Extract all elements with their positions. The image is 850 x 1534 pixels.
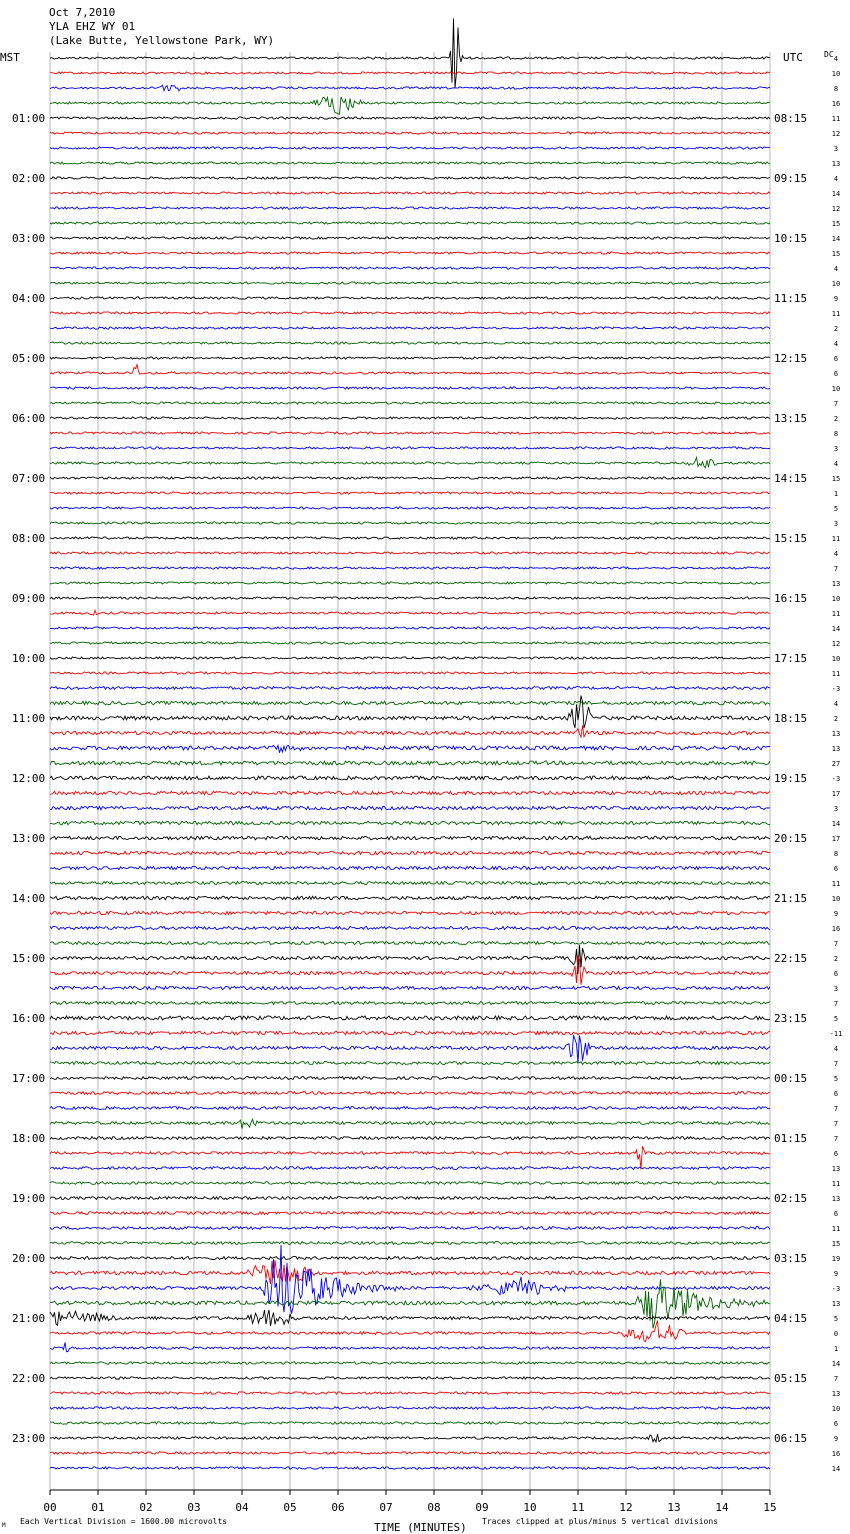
dc-offset-value: 16: [831, 100, 841, 108]
x-tick-label: 07: [379, 1501, 393, 1514]
dc-offset-value: 10: [831, 595, 841, 603]
utc-hour-label: 12:15: [774, 352, 808, 365]
utc-hour-label: 06:15: [774, 1432, 808, 1445]
mst-hour-label: 21:00: [12, 1312, 46, 1325]
dc-offset-value: 7: [833, 1105, 839, 1113]
dc-offset-value: 7: [833, 400, 839, 408]
dc-offset-value: 2: [833, 325, 839, 333]
mst-hour-label: 08:00: [12, 532, 46, 545]
dc-offset-value: 8: [833, 850, 839, 858]
dc-offset-value: 10: [831, 895, 841, 903]
utc-hour-label: 16:15: [774, 592, 808, 605]
x-tick-label: 06: [331, 1501, 345, 1514]
dc-offset-value: 27: [831, 760, 841, 768]
dc-offset-value: 17: [831, 790, 841, 798]
mst-hour-label: 20:00: [12, 1252, 46, 1265]
dc-offset-value: 14: [831, 820, 841, 828]
dc-offset-value: 3: [833, 985, 839, 993]
utc-hour-label: 04:15: [774, 1312, 808, 1325]
dc-offset-value: 13: [831, 730, 841, 738]
utc-hour-label: 18:15: [774, 712, 808, 725]
dc-offset-value: 2: [833, 955, 839, 963]
dc-offset-value: 6: [833, 1210, 839, 1218]
mst-hour-label: 05:00: [12, 352, 46, 365]
chart-location: (Lake Butte, Yellowstone Park, WY): [49, 34, 275, 47]
dc-offset-value: 11: [831, 670, 841, 678]
dc-offset-value: 15: [831, 250, 841, 258]
mst-hour-label: 09:00: [12, 592, 46, 605]
dc-offset-value: 13: [831, 745, 841, 753]
dc-offset-value: -11: [829, 1030, 843, 1038]
dc-offset-value: 4: [833, 340, 839, 348]
utc-hour-label: 19:15: [774, 772, 808, 785]
x-tick-label: 04: [235, 1501, 249, 1514]
dc-offset-value: 6: [833, 370, 839, 378]
dc-offset-value: 15: [831, 475, 841, 483]
utc-hour-label: 01:15: [774, 1132, 808, 1145]
dc-offset-value: 3: [833, 520, 839, 528]
dc-offset-value: 4: [833, 265, 839, 273]
dc-offset-value: 7: [833, 1000, 839, 1008]
dc-offset-value: 14: [831, 625, 841, 633]
mst-hour-label: 19:00: [12, 1192, 46, 1205]
utc-hour-label: 22:15: [774, 952, 808, 965]
dc-offset-value: 7: [833, 565, 839, 573]
footer-clip-note: Traces clipped at plus/minus 5 vertical divisions: [482, 1517, 719, 1526]
utc-hour-label: 20:15: [774, 832, 808, 845]
dc-offset-value: 6: [833, 355, 839, 363]
utc-hour-label: 08:15: [774, 112, 808, 125]
x-tick-label: 00: [43, 1501, 57, 1514]
mst-hour-label: 17:00: [12, 1072, 46, 1085]
mst-hour-label: 15:00: [12, 952, 46, 965]
x-tick-label: 03: [187, 1501, 201, 1514]
dc-offset-value: 17: [831, 835, 841, 843]
dc-offset-value: 15: [831, 1240, 841, 1248]
dc-offset-value: 19: [831, 1255, 841, 1263]
mst-hour-label: 03:00: [12, 232, 46, 245]
mst-hour-label: 10:00: [12, 652, 46, 665]
dc-offset-title: DC: [824, 50, 834, 59]
dc-offset-value: 0: [833, 1330, 839, 1338]
dc-offset-value: -3: [831, 1285, 841, 1293]
dc-offset-value: 4: [833, 55, 839, 63]
x-tick-label: 10: [523, 1501, 537, 1514]
dc-offset-value: 10: [831, 1405, 841, 1413]
utc-hour-label: 09:15: [774, 172, 808, 185]
dc-offset-value: 14: [831, 235, 841, 243]
dc-offset-value: 9: [833, 1270, 839, 1278]
mst-hour-label: 11:00: [12, 712, 46, 725]
dc-offset-value: 5: [833, 1315, 839, 1323]
mst-hour-label: 23:00: [12, 1432, 46, 1445]
dc-offset-value: 14: [831, 1360, 841, 1368]
dc-offset-value: 13: [831, 160, 841, 168]
utc-hour-label: 21:15: [774, 892, 808, 905]
dc-offset-value: 6: [833, 970, 839, 978]
dc-offset-value: 13: [831, 580, 841, 588]
dc-offset-value: 5: [833, 1075, 839, 1083]
dc-offset-value: 7: [833, 1135, 839, 1143]
x-tick-label: 08: [427, 1501, 441, 1514]
dc-offset-value: 7: [833, 1120, 839, 1128]
mst-hour-label: 06:00: [12, 412, 46, 425]
mst-hour-label: 04:00: [12, 292, 46, 305]
x-tick-label: 01: [91, 1501, 105, 1514]
dc-offset-value: 2: [833, 415, 839, 423]
dc-offset-value: 8: [833, 85, 839, 93]
dc-offset-value: 5: [833, 505, 839, 513]
dc-offset-value: 11: [831, 610, 841, 618]
dc-offset-value: 4: [833, 550, 839, 558]
utc-hour-label: 17:15: [774, 652, 808, 665]
mst-hour-label: 22:00: [12, 1372, 46, 1385]
dc-offset-value: 12: [831, 130, 841, 138]
x-tick-label: 11: [571, 1501, 585, 1514]
x-tick-label: 14: [715, 1501, 729, 1514]
utc-hour-label: 03:15: [774, 1252, 808, 1265]
mst-hour-label: 13:00: [12, 832, 46, 845]
dc-offset-value: 10: [831, 655, 841, 663]
dc-offset-value: 10: [831, 70, 841, 78]
dc-offset-value: 11: [831, 880, 841, 888]
dc-offset-value: 6: [833, 865, 839, 873]
dc-offset-value: 8: [833, 430, 839, 438]
x-tick-label: 09: [475, 1501, 489, 1514]
dc-offset-value: 1: [833, 1345, 839, 1353]
dc-offset-value: 9: [833, 295, 839, 303]
dc-offset-value: 9: [833, 1435, 839, 1443]
dc-offset-value: 2: [833, 715, 839, 723]
x-axis-title: TIME (MINUTES): [374, 1521, 467, 1534]
footer-scale-note: Each Vertical Division = 1600.00 microvolts: [20, 1517, 228, 1526]
right-axis-title: UTC: [783, 51, 803, 64]
dc-offset-value: 6: [833, 1420, 839, 1428]
dc-offset-value: 12: [831, 205, 841, 213]
chart-channel: YLA EHZ WY 01: [49, 20, 136, 33]
dc-offset-value: 3: [833, 805, 839, 813]
dc-offset-value: 4: [833, 1045, 839, 1053]
utc-hour-label: 02:15: [774, 1192, 808, 1205]
dc-offset-value: 3: [833, 145, 839, 153]
dc-offset-value: 10: [831, 280, 841, 288]
dc-offset-value: 7: [833, 1375, 839, 1383]
chart-date: Oct 7,2010: [49, 6, 116, 19]
dc-offset-value: 7: [833, 1060, 839, 1068]
dc-offset-value: 4: [833, 700, 839, 708]
x-tick-label: 05: [283, 1501, 297, 1514]
dc-offset-value: 6: [833, 1150, 839, 1158]
dc-offset-value: -3: [831, 775, 841, 783]
utc-hour-label: 13:15: [774, 412, 808, 425]
dc-offset-value: 14: [831, 1465, 841, 1473]
utc-hour-label: 14:15: [774, 472, 808, 485]
dc-offset-value: 11: [831, 1225, 841, 1233]
dc-offset-value: 4: [833, 460, 839, 468]
dc-offset-value: 6: [833, 1090, 839, 1098]
dc-offset-value: 11: [831, 115, 841, 123]
dc-offset-value: 3: [833, 445, 839, 453]
dc-offset-value: 15: [831, 220, 841, 228]
utc-hour-label: 00:15: [774, 1072, 808, 1085]
x-tick-label: 13: [667, 1501, 681, 1514]
utc-hour-label: 23:15: [774, 1012, 808, 1025]
dc-offset-value: -3: [831, 685, 841, 693]
mst-hour-label: 16:00: [12, 1012, 46, 1025]
dc-offset-value: 11: [831, 535, 841, 543]
mst-hour-label: 02:00: [12, 172, 46, 185]
dc-offset-value: 16: [831, 1450, 841, 1458]
dc-offset-value: 13: [831, 1165, 841, 1173]
mst-hour-label: 18:00: [12, 1132, 46, 1145]
dc-offset-value: 12: [831, 640, 841, 648]
utc-hour-label: 10:15: [774, 232, 808, 245]
dc-offset-value: 13: [831, 1195, 841, 1203]
utc-hour-label: 11:15: [774, 292, 808, 305]
mst-hour-label: 07:00: [12, 472, 46, 485]
utc-hour-label: 05:15: [774, 1372, 808, 1385]
mst-hour-label: 01:00: [12, 112, 46, 125]
footer-mark: M: [2, 1522, 6, 1529]
left-axis-title: MST: [0, 51, 20, 64]
dc-offset-value: 13: [831, 1300, 841, 1308]
mst-hour-label: 12:00: [12, 772, 46, 785]
dc-offset-value: 9: [833, 910, 839, 918]
dc-offset-value: 16: [831, 925, 841, 933]
dc-offset-value: 11: [831, 1180, 841, 1188]
dc-offset-value: 11: [831, 310, 841, 318]
utc-hour-label: 15:15: [774, 532, 808, 545]
dc-offset-value: 10: [831, 385, 841, 393]
dc-offset-value: 4: [833, 175, 839, 183]
x-tick-label: 02: [139, 1501, 153, 1514]
x-tick-label: 15: [763, 1501, 777, 1514]
dc-offset-value: 7: [833, 940, 839, 948]
dc-offset-value: 1: [833, 490, 839, 498]
dc-offset-value: 13: [831, 1390, 841, 1398]
dc-offset-value: 5: [833, 1015, 839, 1023]
mst-hour-label: 14:00: [12, 892, 46, 905]
dc-offset-value: 14: [831, 190, 841, 198]
x-tick-label: 12: [619, 1501, 633, 1514]
